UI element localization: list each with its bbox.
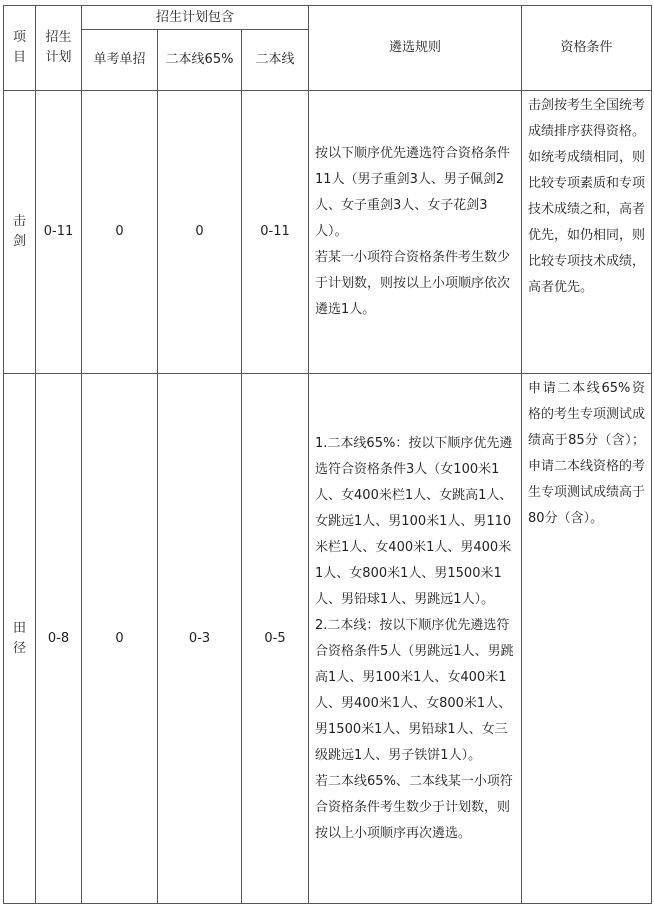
row-conditions: 击剑按考生全国统考成绩排序获得资格。如统考成绩相同，则比较专项素质和专项技术成绩之和，高者优先，如仍相同，则比较专项技术成绩，高者优先。 [522,91,652,374]
row-project [4,374,36,904]
row-line65: 0 [158,91,242,374]
row-project [4,91,36,374]
header-rules: 遴选规则 [309,6,522,91]
row-project-line-1: 击 [12,214,26,229]
row-project-line-2: 剑 [12,234,26,249]
row-project-line-1: 田 [12,620,26,636]
header-plan-breakdown: 招生计划包含 [82,6,309,30]
header-line: 二本线 [242,30,309,91]
header-plan [36,6,82,91]
row-single: 0 [82,91,158,374]
table-row [4,91,652,374]
header-conditions: 资格条件 [522,6,652,91]
header-plan-line-2: 计划 [45,50,72,65]
row-line65: 0-3 [158,374,242,904]
row-plan: 0-11 [36,91,82,374]
row-rules [309,374,522,904]
header-plan-line-1: 招生 [45,30,72,45]
row-conditions: 申请二本线65%资格的考生专项测试成绩高于85分（含）；申请二本线资格的考生专项测试成绩高于80分（含）。 [522,374,652,904]
row-plan: 0-8 [36,374,82,904]
header-project-line-1: 项 [12,30,26,45]
row-single: 0 [82,374,158,904]
header-single: 单考单招 [82,30,158,91]
header-project-line-2: 目 [12,50,26,65]
rule-paragraph: 若二本线65%、二本线某一小项符合资格条件考生数少于计划数，则按以上小项顺序再次遴选。 [315,773,513,841]
header-row-1 [4,6,652,30]
rule-paragraph: 若某一小项符合资格条件考生数少于计划数，则按以上小项顺序依次遴选1人。 [315,250,511,317]
row-line: 0-11 [242,91,309,374]
rule-paragraph: 2.二本线：按以下顺序优先遴选符合资格条件5人（男跳远1人、男跳高1人、男100米1人、女400米1人、男400米1人、女800米1人、男1500米1人、男铅球1人、女三级跳远1人、男子铁饼1人）。 [315,617,514,763]
row-rules [309,91,522,374]
admission-plan-table [3,5,652,904]
rule-paragraph: 1.二本线65%：按以下顺序优先遴选符合资格条件3人（女100米1人、女400米栏1人、女跳高1人、女跳远1人、男100米1人、男110米栏1人、女400米1人、男400米1人、女800米1人、男1500米1人、男铅球1人、男跳远1人）。 [315,435,513,607]
rule-paragraph: 按以下顺序优先遴选符合资格条件11人（男子重剑3人、男子佩剑2人、女子重剑3人、女子花剑3人）。 [315,146,511,239]
row-line: 0-5 [242,374,309,904]
table-row [4,374,652,904]
header-line65: 二本线65% [158,30,242,91]
row-project-line-2: 径 [12,640,26,656]
header-project [4,6,36,91]
